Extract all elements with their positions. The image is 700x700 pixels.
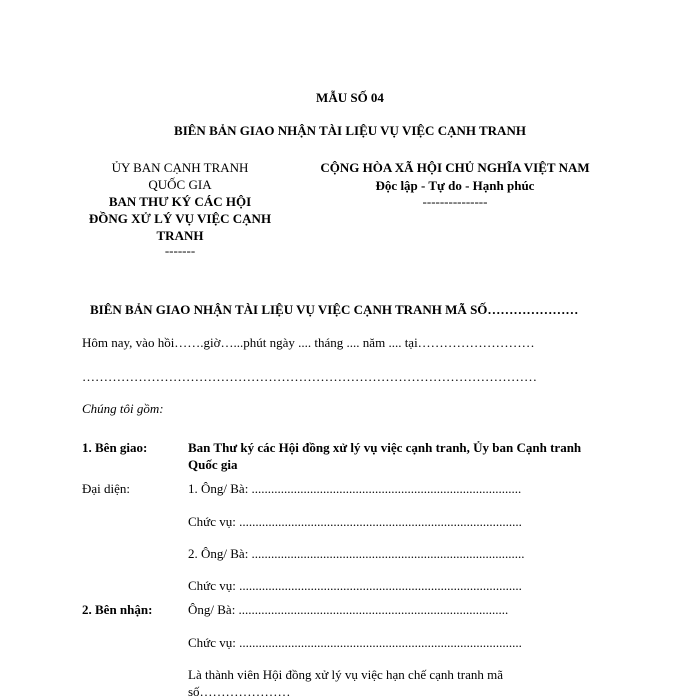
receiver-label: 2. Bên nhận: [82,602,153,617]
representative-label: Đại diện: [82,481,131,496]
org-line-2: QUỐC GIA [148,177,212,192]
receiver-position: Chức vụ: ....................................................................................... [188,635,522,650]
dots-line: …………………………………………………………………………………………… [82,369,537,384]
sender-position-2: Chức vụ: ....................................................................................... [188,578,522,593]
sender-person-1: 1. Ông/ Bà: ................................................................................... [188,481,522,496]
unit-line-2: ĐỒNG XỬ LÝ VỤ VIỆC CẠNH [88,211,272,226]
form-title: BIÊN BẢN GIAO NHẬN TÀI LIỆU VỤ VIỆC CẠNH TRANH [174,123,526,138]
sender-org-line-2: Quốc gia [188,457,238,472]
sender-position-1: Chức vụ: ....................................................................................... [188,514,522,529]
we-are-label: Chúng tôi gồm: [82,401,164,416]
sender-org-line-1: Ban Thư ký các Hội đồng xử lý vụ việc cạnh tranh, Ủy ban Cạnh tranh [188,440,582,455]
sender-person-2: 2. Ông/ Bà: .................................................................................... [188,546,525,561]
nation-name: CỘNG HÒA XÃ HỘI CHỦ NGHĨA VIỆT NAM [320,160,590,175]
intro-line: Hôm nay, vào hồi…….giờ…...phút ngày .... tháng .... năm .... tại……………………… [82,335,535,350]
unit-line-1: BAN THƯ KÝ CÁC HỘI [108,194,252,209]
national-motto: Độc lập - Tự do - Hạnh phúc [375,178,535,193]
org-line-1: ỦY BAN CẠNH TRANH [111,160,249,175]
left-header-rule: ------- [164,243,196,258]
sender-label: 1. Bên giao: [82,440,148,455]
receiver-person: Ông/ Bà: ................................................................................... [188,602,509,617]
unit-line-3: TRANH [156,228,204,243]
receiver-member-line-2: số………………… [188,684,291,699]
main-title: BIÊN BẢN GIAO NHẬN TÀI LIỆU VỤ VIỆC CẠNH TRANH MÃ SỐ………………… [90,302,579,317]
receiver-member-line-1: Là thành viên Hội đồng xử lý vụ việc hạn chế cạnh tranh mã [188,667,503,682]
right-header-rule: --------------- [422,194,488,209]
form-number: MẪU SỐ 04 [316,90,384,105]
